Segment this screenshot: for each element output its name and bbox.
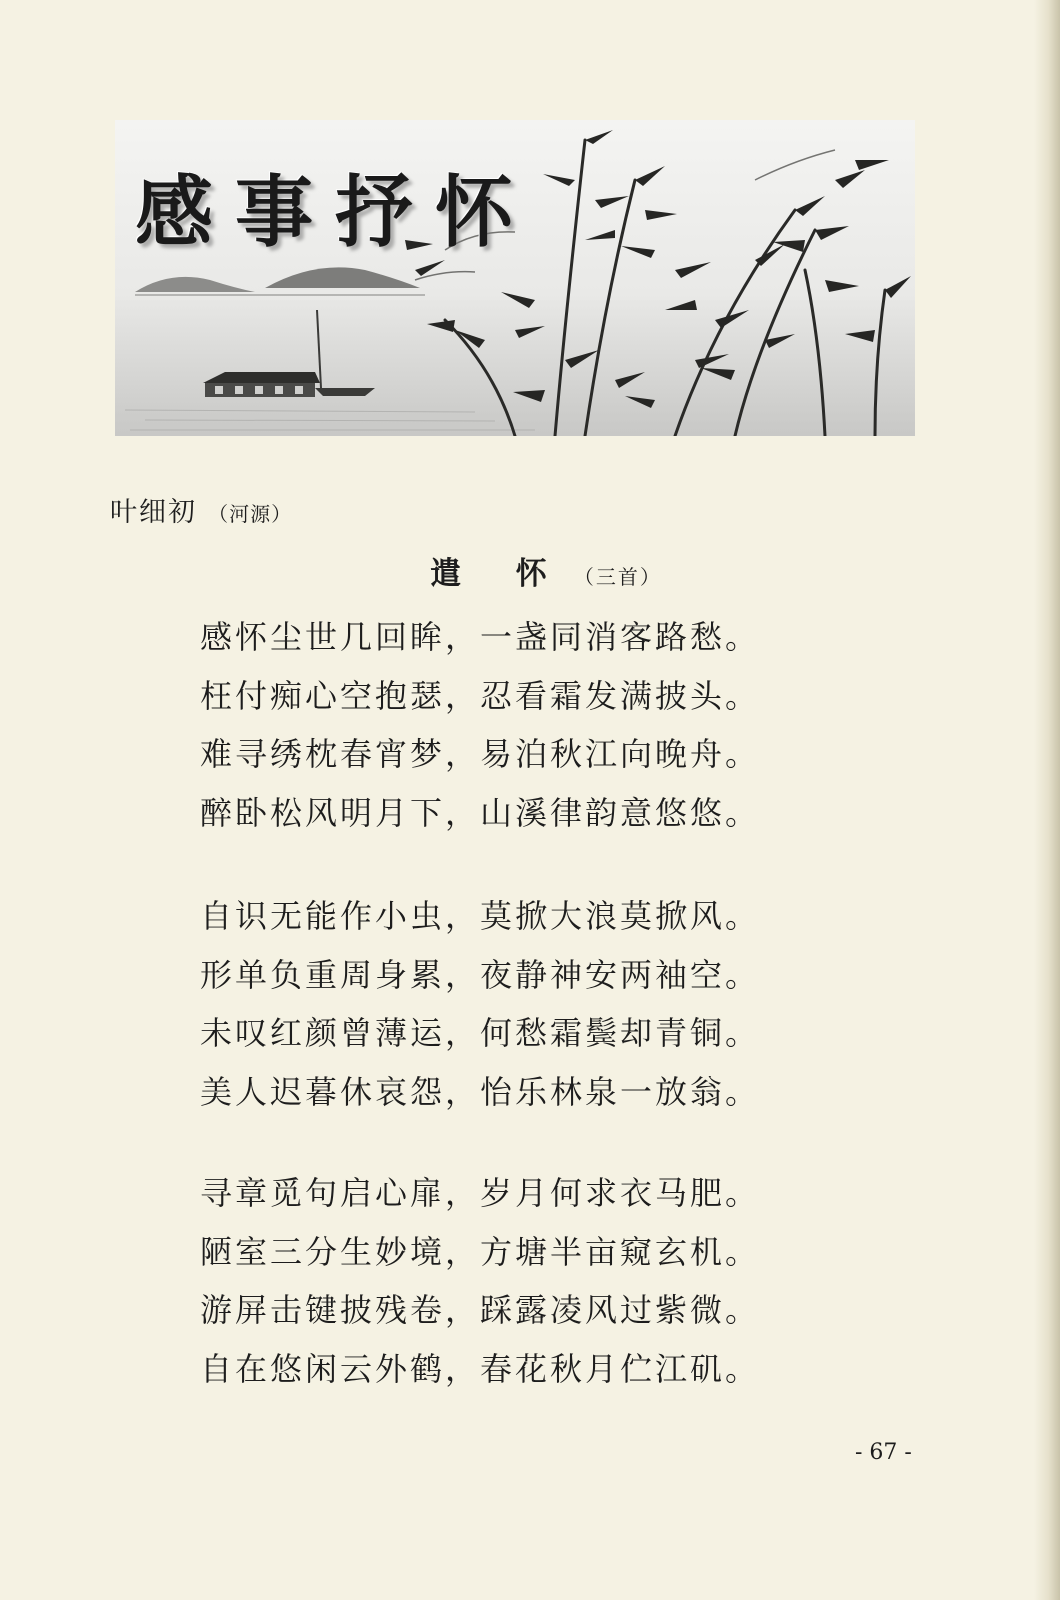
poem-line: 寻章觅句启心扉，岁月何求衣马肥。 xyxy=(200,1174,761,1212)
poem-stanza xyxy=(200,887,840,1121)
banner-title: 感事抒怀 xyxy=(135,167,536,258)
poem-stanza xyxy=(200,608,840,842)
author-place: （河源） xyxy=(208,502,293,526)
poem-line: 自识无能作小虫，莫掀大浪莫掀风。 xyxy=(200,897,761,935)
poem-line: 醉卧松风明月下，山溪律韵意悠悠。 xyxy=(200,793,761,832)
poem-line: 难寻绣枕春宵梦，易泊秋江向晚舟。 xyxy=(200,735,761,773)
poem-line: 感怀尘世几回眸，一盏同消客路愁。 xyxy=(200,618,761,656)
poem-title: 遣 怀 xyxy=(430,556,569,592)
page-edge xyxy=(1034,0,1060,1600)
page-number: - 67 - xyxy=(855,1440,912,1465)
author-name: 叶细初 xyxy=(110,497,197,528)
poem-stanza xyxy=(200,1164,840,1398)
poem-line: 自在悠闲云外鹤，春花秋月伫江矶。 xyxy=(200,1349,761,1388)
poem-line: 枉付痴心空抱瑟，忍看霜发满披头。 xyxy=(200,676,761,715)
poem-line: 美人迟暮休哀怨，怡乐林泉一放翁。 xyxy=(200,1072,761,1111)
poem-line: 陋室三分生妙境，方塘半亩窥玄机。 xyxy=(200,1232,761,1271)
poem-line: 游屏击键披残卷，踩露凌风过紫微。 xyxy=(200,1291,761,1329)
header-banner xyxy=(115,120,915,436)
poem-line: 未叹红颜曾薄运，何愁霜鬓却青铜。 xyxy=(200,1014,761,1052)
poem-title-line xyxy=(430,548,662,593)
author-line xyxy=(110,490,292,529)
poem-line: 形单负重周身累，夜静神安两袖空。 xyxy=(200,955,761,994)
poem-note: （三首） xyxy=(573,565,662,589)
